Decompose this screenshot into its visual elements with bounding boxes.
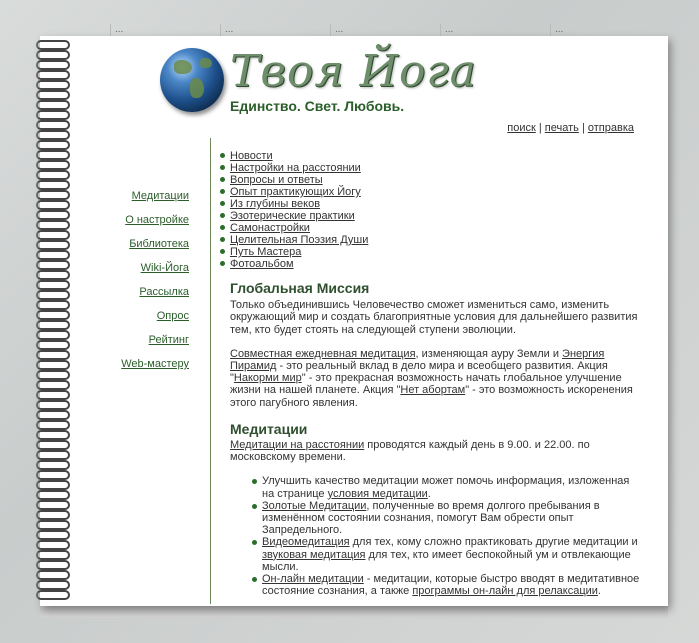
menu-link-master-path[interactable]: Путь Мастера xyxy=(230,246,302,258)
spiral-ring xyxy=(36,140,70,150)
text: проводятся каждый день в 9.00. и 22.00. по московскому времени. xyxy=(230,439,590,464)
spiral-ring xyxy=(36,460,70,470)
spiral-ring xyxy=(36,270,70,280)
text: Улучшить качество медитации может помочь информация, изложенная на странице xyxy=(262,475,630,500)
video-meditation-link[interactable]: Видеомедитация xyxy=(262,536,350,549)
spiral-ring xyxy=(36,210,70,220)
browser-tab[interactable]: ... xyxy=(550,24,563,36)
spiral-ring xyxy=(36,280,70,290)
list-item xyxy=(262,573,640,597)
text: - это реальный вклад в дело мира и всеобщего развития. Акция " xyxy=(230,360,608,385)
menu-item xyxy=(230,246,640,258)
menu-link-news[interactable]: Новости xyxy=(230,150,273,162)
menu-link-faq[interactable]: Вопросы и ответы xyxy=(230,174,323,186)
spiral-ring xyxy=(36,120,70,130)
spiral-ring xyxy=(36,150,70,160)
feed-the-world-link[interactable]: Накорми мир xyxy=(233,372,302,385)
spiral-ring xyxy=(36,390,70,400)
spiral-ring xyxy=(36,490,70,500)
spiral-ring xyxy=(36,590,70,600)
text: " - это возможность искоренения этого пагубного явления. xyxy=(230,384,633,409)
menu-item xyxy=(230,234,640,246)
menu-link-remote-attunement[interactable]: Настройки на расстоянии xyxy=(230,162,361,174)
spiral-ring xyxy=(36,420,70,430)
text: , полученные во время долгого пребывания в изменённом состоянии сознания, помогут Вам обрести опыт Запредельного. xyxy=(262,499,600,537)
section-heading-mission: Глобальная Миссия xyxy=(230,280,370,296)
nav-webmaster[interactable]: Web-мастеру xyxy=(121,358,189,370)
browser-tab[interactable]: ... xyxy=(110,24,123,36)
spiral-ring xyxy=(36,400,70,410)
search-link[interactable]: поиск xyxy=(507,122,536,134)
text: - медитации, которые быстро вводят в медитативное состояние сознания, а также xyxy=(262,573,640,598)
online-meditations-link[interactable]: Он-лайн медитации xyxy=(262,573,364,586)
paper-shadow xyxy=(40,604,668,618)
spiral-ring xyxy=(36,520,70,530)
menu-link-experience[interactable]: Опыт практикующих Йогу xyxy=(230,186,361,198)
browser-tab[interactable]: ... xyxy=(440,24,453,36)
spiral-ring xyxy=(36,160,70,170)
spiral-ring xyxy=(36,130,70,140)
separator: | xyxy=(581,122,585,134)
nav-rating[interactable]: Рейтинг xyxy=(148,334,189,346)
spiral-ring xyxy=(36,110,70,120)
spiral-ring xyxy=(36,560,70,570)
spiral-ring xyxy=(36,440,70,450)
pyramid-energy-link[interactable]: Энергия Пирамид xyxy=(230,347,605,373)
spiral-ring xyxy=(36,430,70,440)
section-menu-primary xyxy=(230,150,640,210)
no-abortion-link[interactable]: Нет абортам xyxy=(400,384,466,397)
separator: | xyxy=(538,122,542,134)
text: " - это прекрасная возможность начать глобальное улучшение жизни на нашей планете. Акция " xyxy=(230,372,622,397)
spiral-ring xyxy=(36,550,70,560)
menu-link-self-attunement[interactable]: Самонастройки xyxy=(230,222,310,234)
menu-item xyxy=(230,174,640,186)
menu-item xyxy=(230,210,640,222)
spiral-ring xyxy=(36,290,70,300)
spiral-ring xyxy=(36,510,70,520)
nav-wiki-yoga[interactable]: Wiki-Йога xyxy=(140,262,189,274)
print-link[interactable]: печать xyxy=(544,122,579,134)
list-item xyxy=(262,536,640,573)
list-item xyxy=(262,500,640,537)
nav-newsletter[interactable]: Рассылка xyxy=(139,286,189,298)
spiral-ring xyxy=(36,300,70,310)
spiral-ring xyxy=(36,230,70,240)
spiral-ring xyxy=(36,70,70,80)
menu-item xyxy=(230,186,640,198)
spiral-ring xyxy=(36,540,70,550)
text: для тех, кому сложно практиковать другие медитации и xyxy=(349,536,638,549)
top-links xyxy=(507,122,634,134)
spiral-ring xyxy=(36,50,70,60)
nav-about-attunement[interactable]: О настройке xyxy=(125,214,189,226)
spiral-ring xyxy=(36,90,70,100)
spiral-ring xyxy=(36,360,70,370)
section-menu-secondary xyxy=(230,210,640,270)
spiral-ring xyxy=(36,180,70,190)
mission-paragraph: Только объединившись Человечество сможет измениться само, изменить окружающий мир и создать благоприятные условия для дальнейшего развития тем, кто будет стоять на следующей ступени эволюции. xyxy=(230,299,638,336)
remote-meditations-link[interactable]: Медитации на расстоянии xyxy=(230,439,365,452)
spiral-ring xyxy=(36,190,70,200)
list-item xyxy=(262,475,640,499)
spiral-ring xyxy=(36,250,70,260)
spiral-ring xyxy=(36,530,70,540)
spiral-ring xyxy=(36,580,70,590)
spiral-ring xyxy=(36,480,70,490)
spiral-ring xyxy=(36,220,70,230)
menu-link-photo-album[interactable]: Фотоальбом xyxy=(230,258,294,270)
golden-meditations-link[interactable]: Золотые Медитации xyxy=(262,499,367,512)
meditations-list xyxy=(230,475,640,597)
browser-tab-strip xyxy=(40,0,670,36)
nav-library[interactable]: Библиотека xyxy=(129,238,189,250)
spiral-ring xyxy=(36,500,70,510)
menu-item xyxy=(230,150,640,162)
online-relaxation-link[interactable]: программы он-лайн для релаксации xyxy=(412,585,598,598)
meditations-intro xyxy=(230,439,640,463)
spiral-ring xyxy=(36,60,70,70)
spiral-ring xyxy=(36,340,70,350)
text: . xyxy=(597,585,601,598)
spiral-ring xyxy=(36,80,70,90)
left-navigation xyxy=(84,184,189,376)
text: . xyxy=(427,487,431,500)
text: для тех, кто имеет беспокойный ум и отвлекающие мысли. xyxy=(262,548,631,573)
section-heading-meditations: Медитации xyxy=(230,420,308,437)
main-content xyxy=(230,150,640,597)
spiral-ring xyxy=(36,100,70,110)
menu-item xyxy=(230,222,640,234)
spiral-ring xyxy=(36,240,70,250)
site-logo-title[interactable]: Твоя Йога xyxy=(230,46,477,97)
spiral-ring xyxy=(36,350,70,360)
menu-item xyxy=(230,162,640,174)
menu-link-ancient[interactable]: Из глубины веков xyxy=(230,198,321,210)
menu-item xyxy=(230,198,640,210)
spiral-ring xyxy=(36,410,70,420)
daily-meditation-link[interactable]: Совместная ежедневная медитация xyxy=(230,347,416,360)
spiral-ring xyxy=(36,200,70,210)
spiral-ring xyxy=(36,370,70,380)
menu-link-poetry[interactable]: Целительная Поэзия Души xyxy=(230,234,369,246)
nav-meditations[interactable]: Медитации xyxy=(131,190,189,202)
column-divider xyxy=(210,138,211,604)
nav-poll[interactable]: Опрос xyxy=(156,310,189,322)
menu-link-esoteric[interactable]: Эзотерические практики xyxy=(230,210,355,222)
menu-item xyxy=(230,258,640,270)
text: , изменяющая ауру Земли и xyxy=(415,347,563,360)
send-link[interactable]: отправка xyxy=(587,122,634,134)
spiral-ring xyxy=(36,170,70,180)
spiral-ring xyxy=(36,470,70,480)
spiral-ring xyxy=(36,380,70,390)
mission-actions-paragraph xyxy=(230,348,640,409)
spiral-ring xyxy=(36,570,70,580)
spiral-ring xyxy=(36,320,70,330)
spiral-ring xyxy=(36,450,70,460)
notebook-spiral-binding xyxy=(36,40,76,600)
sound-meditation-link[interactable]: звуковая медитация xyxy=(262,548,366,561)
globe-icon xyxy=(160,48,224,112)
spiral-ring xyxy=(36,330,70,340)
spiral-ring xyxy=(36,260,70,270)
spiral-ring xyxy=(36,310,70,320)
site-tagline: Единство. Свет. Любовь. xyxy=(230,98,405,114)
page-sheet xyxy=(40,36,668,606)
meditation-conditions-link[interactable]: условия медитации xyxy=(327,487,428,500)
browser-tab[interactable]: ... xyxy=(330,24,343,36)
browser-tab[interactable]: ... xyxy=(220,24,233,36)
spiral-ring xyxy=(36,40,70,50)
